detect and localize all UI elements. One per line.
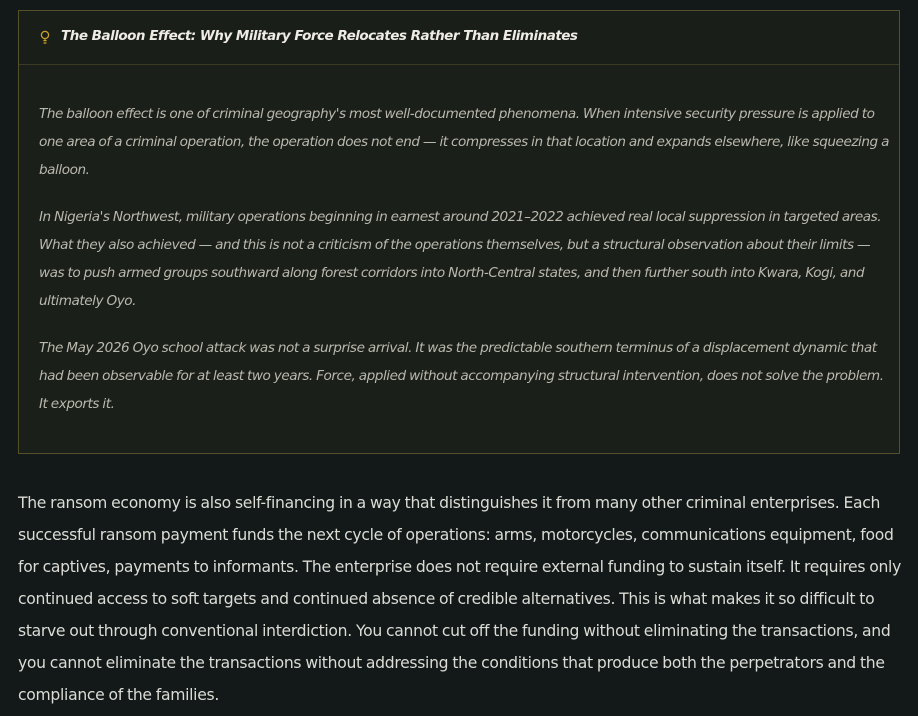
callout-title: The Balloon Effect: Why Military Force Relocates Rather Than Eliminates (61, 28, 578, 44)
callout-body (39, 100, 889, 437)
callout-paragraph: The May 2026 Oyo school attack was not a surprise arrival. It was the predictable southern terminus of a displacement dynamic that had been observable for at least two years. Force, applied without accompanying structural intervention, does not solve the problem. It exports it. (39, 340, 884, 412)
lightbulb-icon (40, 30, 50, 46)
callout-box (18, 10, 900, 454)
callout-paragraph: The balloon effect is one of criminal geography's most well-documented phenomena. When intensive security pressure is applied to one area of a criminal operation, the operation does not end — it compresses in that location and expands elsewhere, like squeezing a balloon. (39, 106, 889, 178)
body-paragraph: The ransom economy is also self-financing in a way that distinguishes it from many other criminal enterprises. Each successful ransom payment funds the next cycle of operations: arms, motorcycles, communications equipment, food for captives, payments to informants. The enterprise does not require external funding to sustain itself. It requires only continued access to soft targets and continued absence of credible alternatives. This is what makes it so difficult to starve out through conventional interdiction. You cannot cut off the funding without eliminating the transactions, and you cannot eliminate the transactions without addressing the conditions that produce both the perpetrators and the compliance of the families. (18, 494, 902, 704)
callout-header (19, 11, 899, 65)
callout-paragraph: In Nigeria's Northwest, military operations beginning in earnest around 2021–2022 achieved real local suppression in targeted areas. What they also achieved — and this is not a criticism of the operations themselves, but a structural observation about their limits — was to push armed groups southward along forest corridors into North-Central states, and then further south into Kwara, Kogi, and ultimately Oyo. (39, 209, 882, 309)
